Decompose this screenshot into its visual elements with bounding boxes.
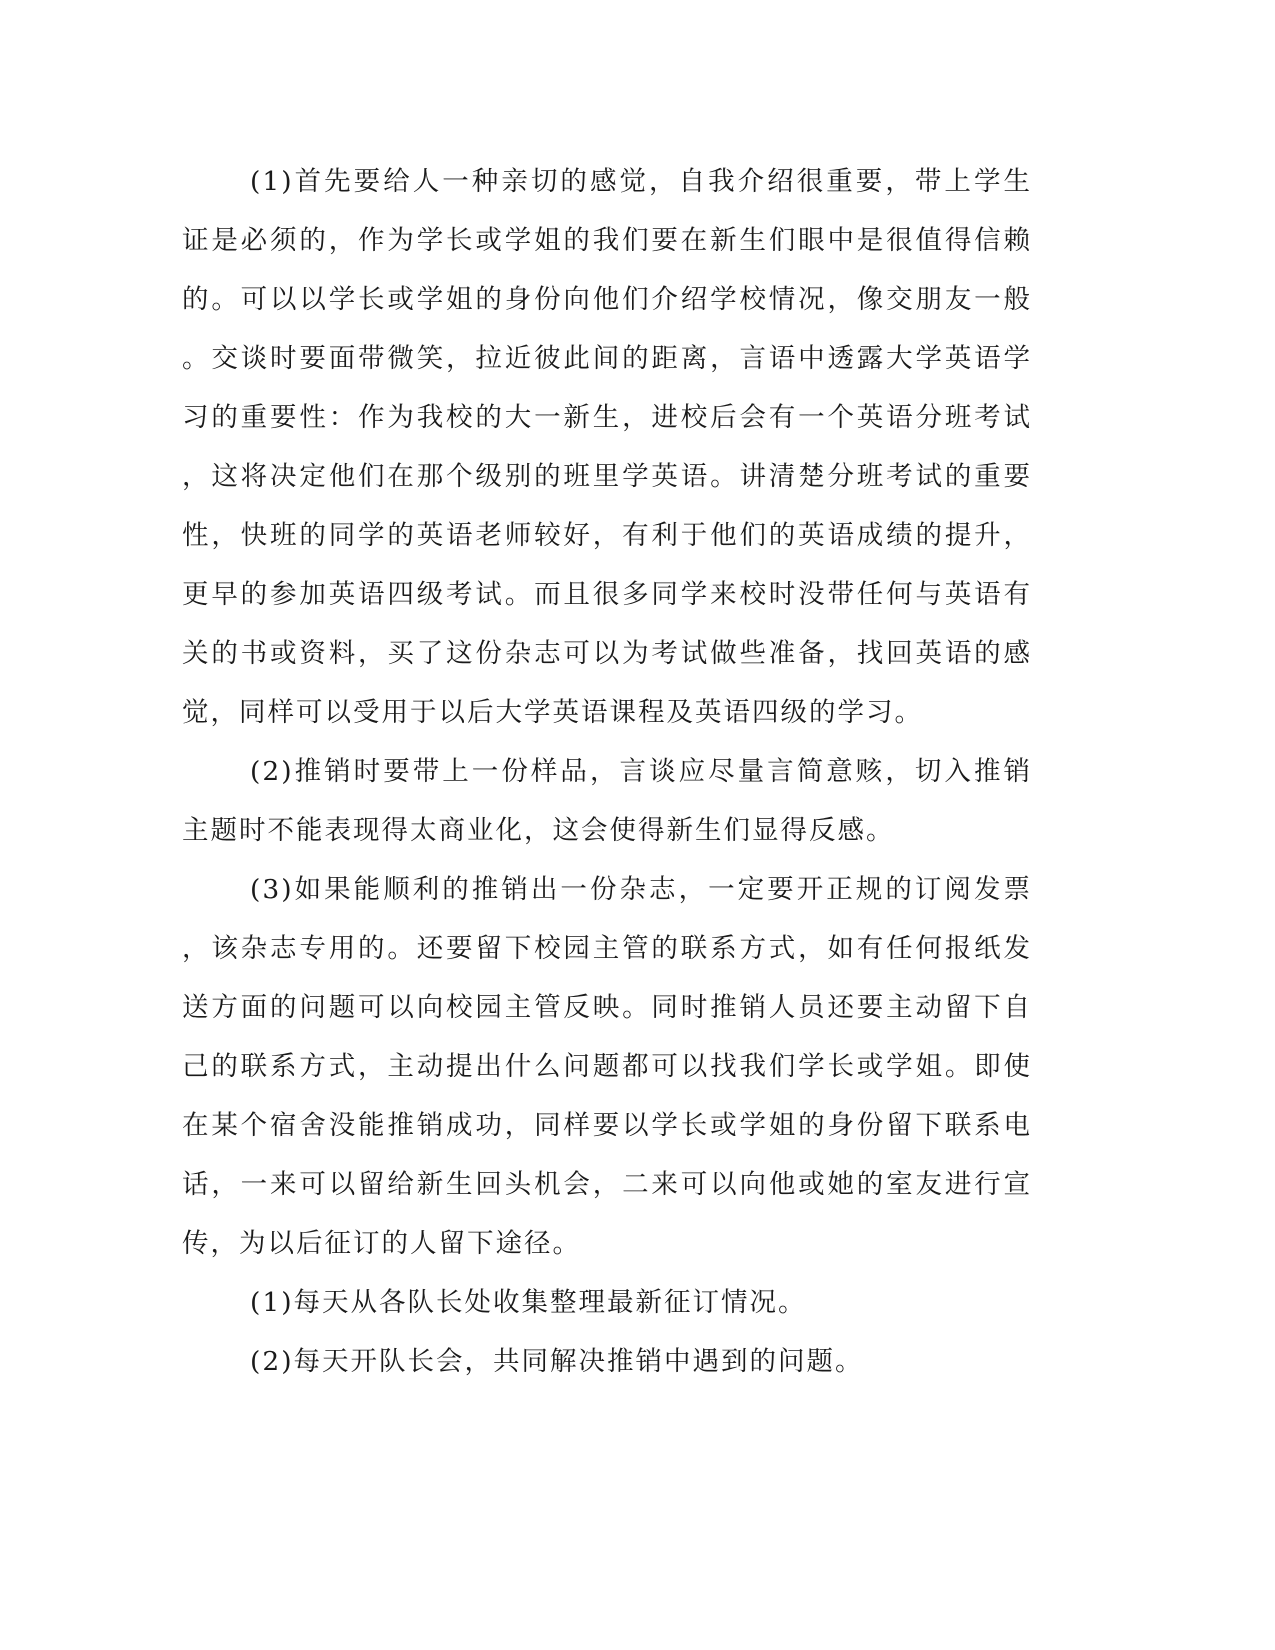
paragraph-sample-tips: (2)推销时要带上一份样品，言谈应尽量言简意赅，切入推销主题时不能表现得太商业化，这会使得新生们显得反感。: [182, 756, 1032, 846]
document-page: [182, 152, 1032, 1391]
paragraph-daily-meeting: (2)每天开队长会，共同解决推销中遇到的问题。: [250, 1346, 864, 1377]
paragraph-invoice-contact: (3)如果能顺利的推销出一份杂志，一定要开正规的订阅发票，该杂志专用的。还要留下校园主管的联系方式，如有任何报纸发送方面的问题可以向校园主管反映。同时推销人员还要主动留下自己的联系方式，主动提出什么问题都可以找我们学长或学姐。即使在某个宿舍没能推销成功，同样要以学长或学姐的身份留下联系电话，一来可以留给新生回头机会，二来可以向他或她的室友进行宣传，为以后征订的人留下途径。: [182, 874, 1032, 1259]
paragraph-daily-collection: (1)每天从各队长处收集整理最新征订情况。: [250, 1287, 807, 1318]
paragraph-sales-approach: (1)首先要给人一种亲切的感觉，自我介绍很重要，带上学生证是必须的，作为学长或学姐的我们要在新生们眼中是很值得信赖的。可以以学长或学姐的身份向他们介绍学校情况，像交朋友一般。交谈时要面带微笑，拉近彼此间的距离，言语中透露大学英语学习的重要性：作为我校的大一新生，进校后会有一个英语分班考试，这将决定他们在那个级别的班里学英语。讲清楚分班考试的重要性，快班的同学的英语老师较好，有利于他们的英语成绩的提升，更早的参加英语四级考试。而且很多同学来校时没带任何与英语有关的书或资料，买了这份杂志可以为考试做些准备，找回英语的感觉，同样可以受用于以后大学英语课程及英语四级的学习。: [182, 166, 1032, 728]
